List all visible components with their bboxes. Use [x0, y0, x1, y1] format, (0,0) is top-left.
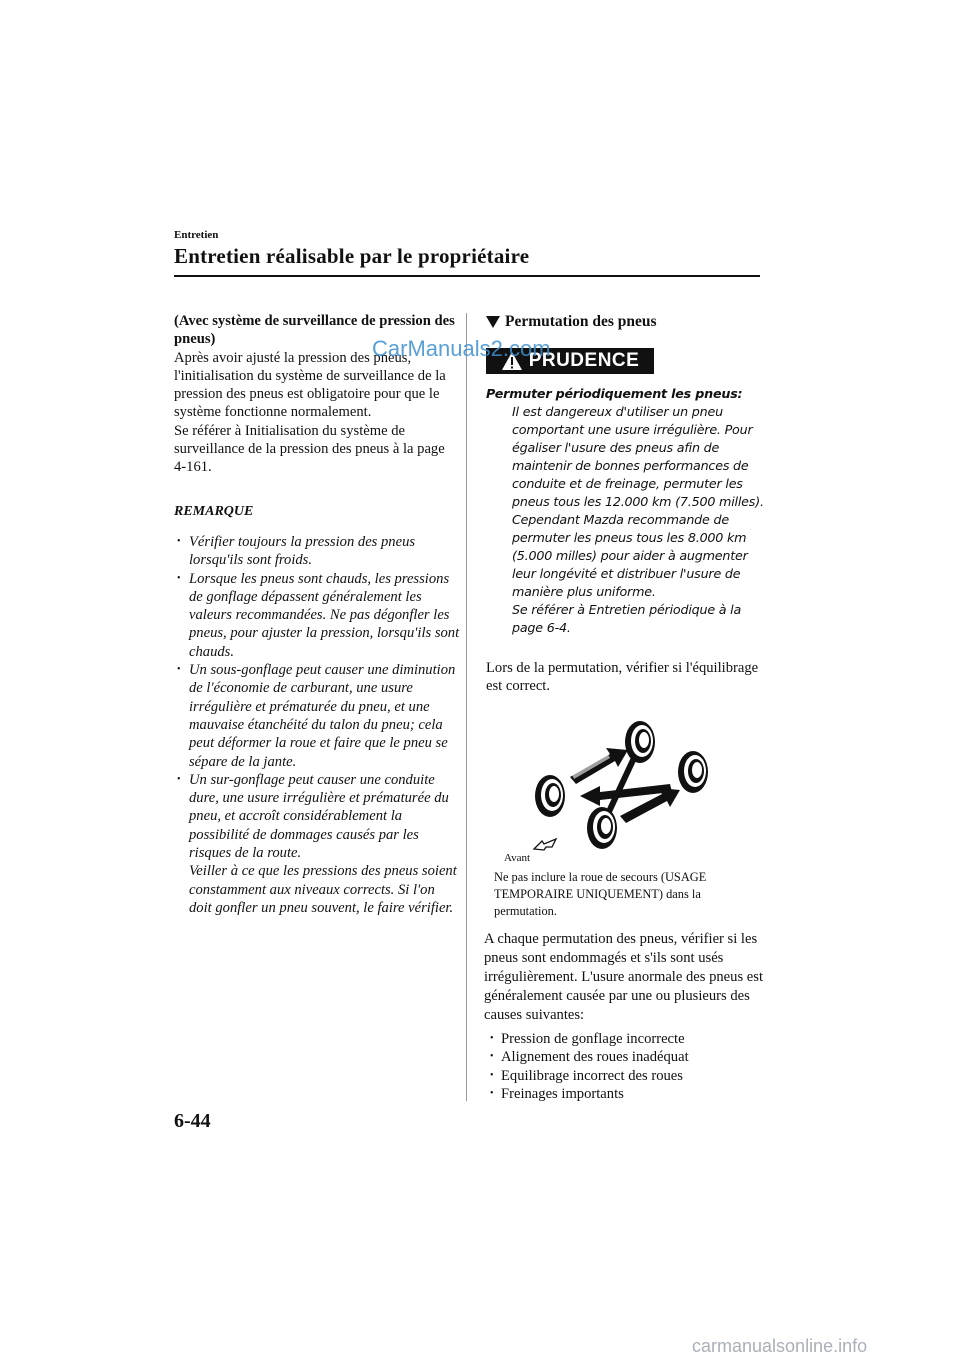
- watermark-top: CarManuals2.com: [372, 336, 551, 361]
- causes-list: [490, 1030, 689, 1103]
- rotation-heading-wrap: [486, 313, 761, 331]
- rotation-heading: [486, 313, 761, 331]
- caution-reference: Se référer à Entretien périodique à la page 6-4.: [512, 602, 742, 635]
- caution-label: PRUDENCE: [528, 350, 640, 371]
- tire-icon: [678, 751, 708, 793]
- tire-icon: [587, 807, 617, 849]
- caution-box: [486, 385, 766, 637]
- remarque-continuation: Veiller à ce que les pressions des pneus soient constamment aux niveaux corrects. Si l'on doit gonfler un pneu souvent, le faire vérifier.: [189, 863, 457, 916]
- front-direction-icon: [532, 836, 558, 852]
- triangle-down-icon: [486, 316, 500, 328]
- page-number: 6-44: [174, 1110, 211, 1132]
- column-divider: [466, 313, 467, 1101]
- caution-body: Il est dangereux d'utiliser un pneu comportant une usure irrégulière. Pour égaliser l'usure des pneus afin de maintenir de bonnes performances de conduite et de freinage, permuter les pneus tous les 12.000 km (7.500 milles). Cependant Mazda recommande de permuter les pneus tous les 8.000 km (5.000 milles) pour aider à augmenter leur longévité et distribuer l'usure de manière plus uniforme.: [512, 404, 764, 599]
- remarque-item: • Vérifier toujours la pression des pneus lorsqu'ils sont froids.: [174, 533, 460, 570]
- title-rule: [174, 275, 760, 277]
- tire-icon: [535, 775, 565, 817]
- section-label: Entretien: [174, 229, 219, 241]
- tpms-paragraph-2: Se référer à Initialisation du système de surveillance de la pression des pneus à la page 4-161.: [174, 422, 445, 476]
- remarque-item: • Un sous-gonflage peut causer une diminution de l'économie de carburant, une usure irrégulière et prématurée du pneu, et une mauvaise étanchéité du talon du pneu; cela peut déformer la roue et faire que le pneu se sépare de la jante.: [174, 661, 460, 771]
- cause-item: • Alignement des roues inadéquat: [490, 1048, 689, 1066]
- tpms-heading: (Avec système de surveillance de pression des pneus): [174, 313, 455, 348]
- watermark-bottom: carmanualsonline.info: [692, 1336, 868, 1356]
- tire-icon: [625, 721, 655, 763]
- remarque-title: REMARQUE: [174, 503, 254, 519]
- page-title: Entretien réalisable par le propriétaire: [174, 244, 530, 268]
- rotation-heading-text: Permutation des pneus: [505, 313, 657, 330]
- remarque-item: • Un sur-gonflage peut causer une conduite dure, une usure irrégulière et prématurée du pneu, et accroît considérablement la possibilité de dommages causés par les risques de la route.: [174, 771, 460, 862]
- spare-tire-note: Ne pas inclure la roue de secours (USAGE TEMPORAIRE UNIQUEMENT) dans la permutation.: [494, 870, 707, 918]
- left-column: [174, 312, 460, 917]
- remarque-item: • Lorsque les pneus sont chauds, les pressions de gonflage dépassent généralement les valeurs recommandées. Ne pas dégonfler les pneus, pour ajuster la pression, lorsqu'ils sont chauds.: [174, 570, 460, 661]
- rotation-arrow: [570, 748, 628, 784]
- caution-title: Permuter périodiquement les pneus:: [486, 386, 743, 401]
- rotation-text: Lors de la permutation, vérifier si l'équilibrage est correct.: [486, 660, 759, 695]
- cause-item: • Pression de gonflage incorrecte: [490, 1030, 689, 1048]
- front-label: Avant: [504, 852, 531, 864]
- cause-item: • Equilibrage incorrect des roues: [490, 1067, 689, 1085]
- remarque-list: [174, 533, 460, 862]
- check-text: A chaque permutation des pneus, vérifier si les pneus sont endommagés et s'ils sont usés irrégulièrement. L'usure anormale des pneus est généralement causée par une ou plusieurs des causes suivantes:: [484, 931, 763, 1023]
- tpms-paragraph-1: Après avoir ajusté la pression des pneus, l'initialisation du système de surveillance de la pression des pneus est obligatoire pour que le système fonctionne normalement.: [174, 349, 446, 421]
- cause-item: • Freinages importants: [490, 1085, 689, 1103]
